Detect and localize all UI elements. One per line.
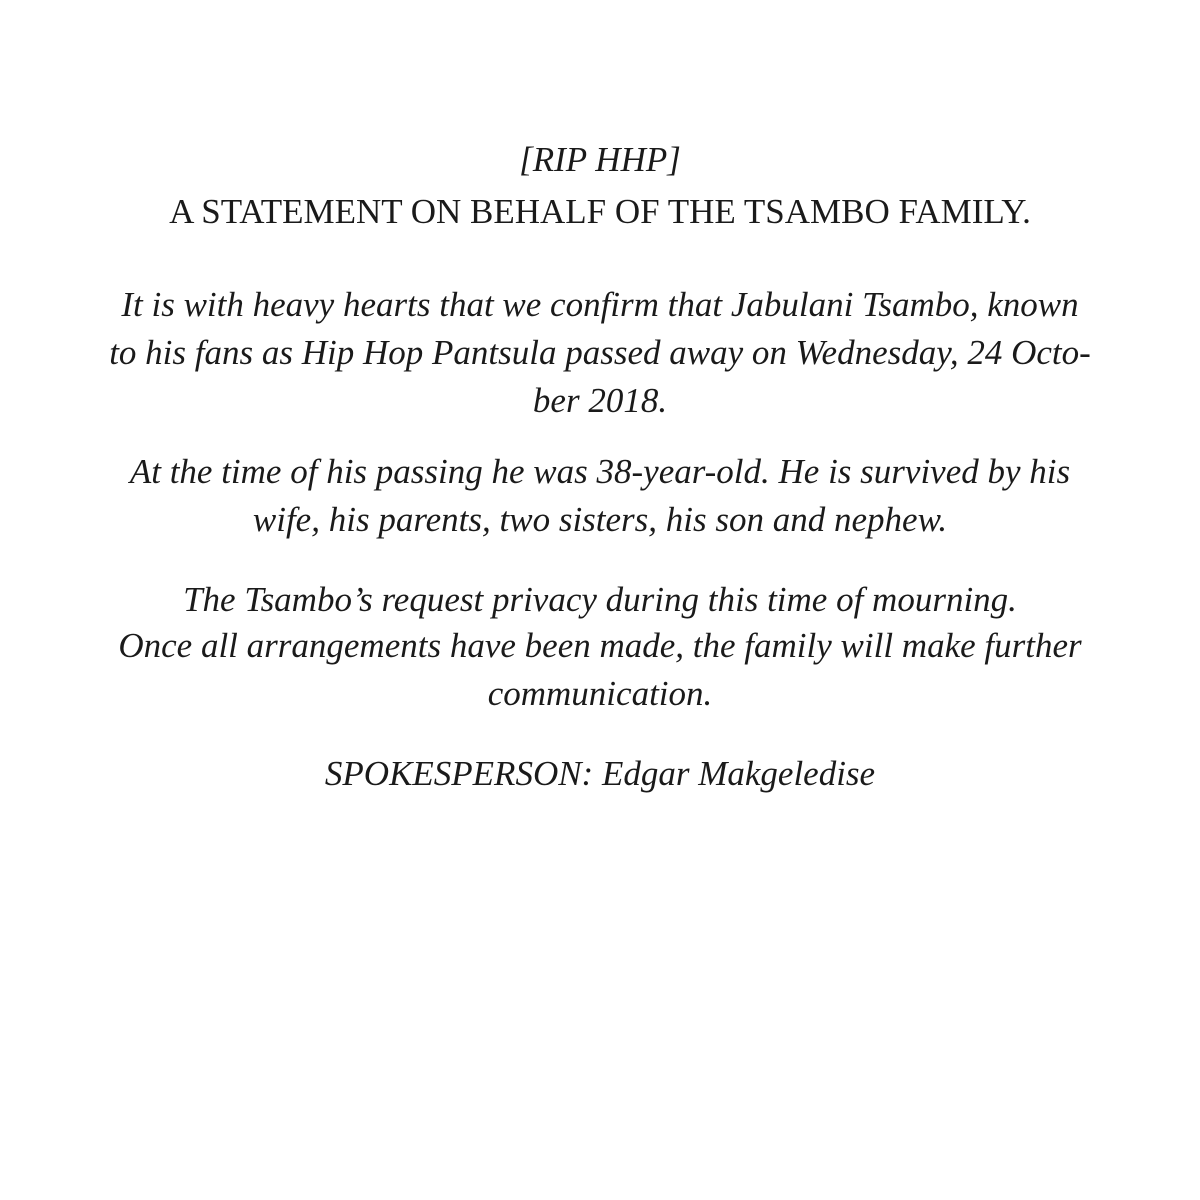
paragraph-1-line-1: It is with heavy hearts that we confirm that Jabulani Tsambo, known bbox=[121, 285, 1079, 324]
statement-tag: [RIP HHP] bbox=[519, 140, 681, 179]
paragraph-2-line-2: wife, his parents, two sisters, his son and nephew. bbox=[252, 500, 948, 539]
paragraph-3-line-2: Once all arrangements have been made, the family will make further bbox=[118, 626, 1082, 665]
paragraph-3-line-1: The Tsambo’s request privacy during this time of mourning. bbox=[183, 580, 1017, 619]
spokesperson-signature: SPOKESPERSON: Edgar Makgeledise bbox=[324, 754, 876, 793]
paragraph-3-line-3: communication. bbox=[487, 674, 713, 713]
statement-heading: A STATEMENT ON BEHALF OF THE TSAMBO FAMILY. bbox=[169, 192, 1031, 231]
paragraph-1-line-2: to his fans as Hip Hop Pantsula passed away on Wednesday, 24 Octo- bbox=[109, 333, 1091, 372]
paragraph-2-line-1: At the time of his passing he was 38-year-old. He is survived by his bbox=[129, 452, 1071, 491]
paragraph-1-line-3: ber 2018. bbox=[532, 381, 668, 420]
